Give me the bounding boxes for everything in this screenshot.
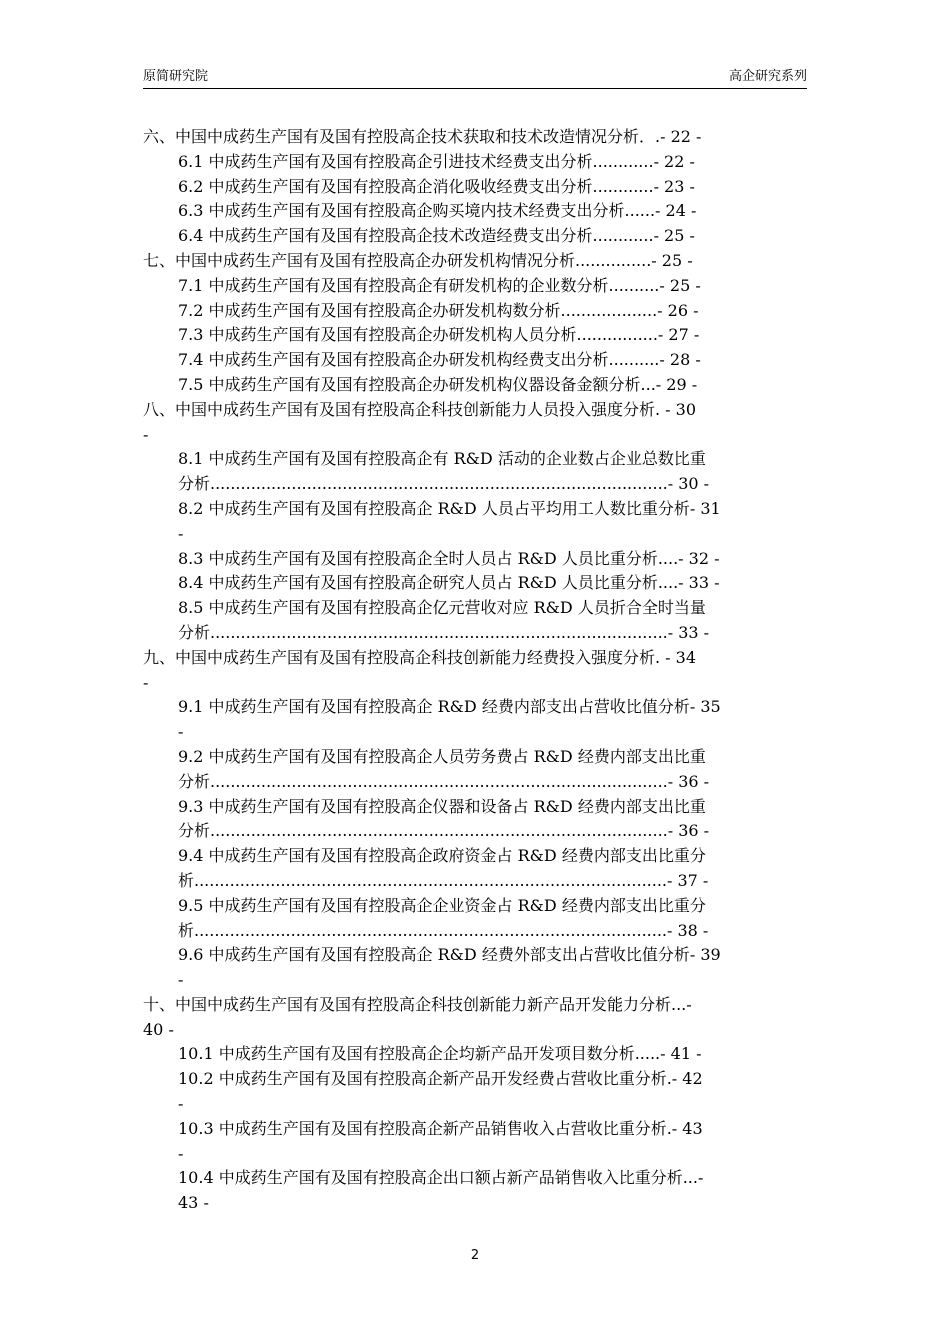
- toc-subsection-entry[interactable]: [143, 348, 807, 373]
- toc-subsection-entry[interactable]: [143, 1042, 807, 1067]
- toc-section-entry[interactable]: [143, 993, 807, 1043]
- toc-entry-line: 9.1 中成药生产国有及国有控股高企 R&D 经费内部支出占营收比值分析- 35: [178, 697, 721, 717]
- toc-entry-line: 7.5 中成药生产国有及国有控股高企办研发机构仪器设备金额分析...- 29 -: [178, 374, 698, 394]
- toc-entry-line: -: [143, 424, 149, 444]
- toc-entry-line: 7.3 中成药生产国有及国有控股高企办研发机构人员分析................- 27 -: [178, 325, 700, 345]
- toc-subsection-entry[interactable]: [143, 547, 807, 572]
- toc-entry-line: 八、中国中成药生产国有及国有控股高企科技创新能力人员投入强度分析. - 30: [143, 399, 697, 419]
- page-number: 2: [470, 1248, 480, 1263]
- toc-section-entry[interactable]: [143, 646, 807, 696]
- toc-entry-line: 6.3 中成药生产国有及国有控股高企购买境内技术经费支出分析......- 24 -: [178, 201, 697, 221]
- toc-entry-line: 8.5 中成药生产国有及国有控股高企亿元营收对应 R&D 人员折合全时当量: [178, 598, 706, 618]
- toc-entry-line: 6.2 中成药生产国有及国有控股高企消化吸收经费支出分析............- 23 -: [178, 176, 695, 196]
- toc-subsection-entry[interactable]: [143, 894, 807, 944]
- toc-entry-line: 40 -: [143, 1019, 174, 1039]
- toc-subsection-entry[interactable]: [143, 274, 807, 299]
- toc-entry-line: 9.5 中成药生产国有及国有控股高企企业资金占 R&D 经费内部支出比重分: [178, 895, 706, 915]
- toc-subsection-entry[interactable]: [143, 695, 807, 745]
- toc-section-entry[interactable]: [143, 249, 807, 274]
- toc-entry-line: 析.............................................................................................- 37 -: [178, 870, 709, 890]
- toc-entry-line: 6.1 中成药生产国有及国有控股高企引进技术经费支出分析............- 22 -: [178, 151, 695, 171]
- toc-entry-line: 43 -: [178, 1193, 209, 1213]
- toc-entry-line: 9.4 中成药生产国有及国有控股高企政府资金占 R&D 经费内部支出比重分: [178, 846, 706, 866]
- toc-entry-line: 7.4 中成药生产国有及国有控股高企办研发机构经费支出分析..........- 28 -: [178, 350, 701, 370]
- toc-entry-line: 10.1 中成药生产国有及国有控股高企企均新产品开发项目数分析.....- 41 -: [178, 1044, 702, 1064]
- toc-entry-line: 六、中国中成药生产国有及国有控股高企技术获取和技术改造情况分析．.- 22 -: [143, 127, 702, 146]
- toc-entry-line: 7.2 中成药生产国有及国有控股高企办研发机构数分析...................- 26 -: [178, 300, 699, 320]
- toc-subsection-entry[interactable]: [143, 943, 807, 993]
- toc-subsection-entry[interactable]: [143, 199, 807, 224]
- toc-entry-line: 分析..........................................................................................- 36 -: [178, 821, 710, 841]
- header-series-name: 高企研究系列: [728, 69, 807, 84]
- toc-entry-line: -: [178, 1094, 184, 1114]
- toc-entry-line: 分析..........................................................................................- 33 -: [178, 622, 710, 642]
- toc-subsection-entry[interactable]: [143, 571, 807, 596]
- toc-entry-line: 分析..........................................................................................- 30 -: [178, 474, 710, 494]
- toc-entry-line: -: [178, 523, 184, 543]
- header-org-name: 原简研究院: [143, 69, 209, 84]
- table-of-contents: [143, 125, 807, 1216]
- page-header: [143, 66, 807, 89]
- toc-subsection-entry[interactable]: [143, 596, 807, 646]
- toc-subsection-entry[interactable]: [143, 224, 807, 249]
- toc-entry-line: 8.2 中成药生产国有及国有控股高企 R&D 人员占平均用工人数比重分析- 31: [178, 498, 721, 518]
- toc-entry-line: 七、中国中成药生产国有及国有控股高企办研发机构情况分析...............- 25 -: [143, 250, 693, 270]
- toc-subsection-entry[interactable]: [143, 795, 807, 845]
- toc-entry-line: 10.3 中成药生产国有及国有控股高企新产品销售收入占营收比重分析.- 43: [178, 1118, 703, 1138]
- toc-entry-line: 分析..........................................................................................- 36 -: [178, 771, 710, 791]
- toc-subsection-entry[interactable]: [143, 1067, 807, 1117]
- toc-entry-line: 9.2 中成药生产国有及国有控股高企人员劳务费占 R&D 经费内部支出比重: [178, 746, 706, 766]
- toc-entry-line: 9.6 中成药生产国有及国有控股高企 R&D 经费外部支出占营收比值分析- 39: [178, 945, 721, 965]
- toc-section-entry[interactable]: [143, 398, 807, 448]
- toc-entry-line: -: [178, 722, 184, 742]
- toc-entry-line: 7.1 中成药生产国有及国有控股高企有研发机构的企业数分析..........- 25 -: [178, 275, 701, 295]
- toc-entry-line: 8.1 中成药生产国有及国有控股高企有 R&D 活动的企业数占企业总数比重: [178, 449, 706, 469]
- toc-entry-line: -: [143, 672, 149, 692]
- toc-entry-line: 8.3 中成药生产国有及国有控股高企全时人员占 R&D 人员比重分析....- 32 -: [178, 548, 720, 568]
- toc-subsection-entry[interactable]: [143, 447, 807, 497]
- toc-entry-line: 10.2 中成药生产国有及国有控股高企新产品开发经费占营收比重分析.- 42: [178, 1069, 703, 1089]
- toc-entry-line: -: [178, 1143, 184, 1163]
- toc-subsection-entry[interactable]: [143, 299, 807, 324]
- toc-subsection-entry[interactable]: [143, 745, 807, 795]
- toc-subsection-entry[interactable]: [143, 323, 807, 348]
- toc-subsection-entry[interactable]: [143, 844, 807, 894]
- toc-entry-line: 10.4 中成药生产国有及国有控股高企出口额占新产品销售收入比重分析...-: [178, 1168, 704, 1188]
- toc-entry-line: 8.4 中成药生产国有及国有控股高企研究人员占 R&D 人员比重分析....- 33 -: [178, 573, 720, 593]
- toc-entry-line: 9.3 中成药生产国有及国有控股高企仪器和设备占 R&D 经费内部支出比重: [178, 796, 706, 816]
- toc-subsection-entry[interactable]: [143, 1117, 807, 1167]
- toc-entry-line: -: [178, 970, 184, 990]
- toc-subsection-entry[interactable]: [143, 1166, 807, 1216]
- toc-section-entry[interactable]: [143, 125, 807, 150]
- toc-entry-line: 十、中国中成药生产国有及国有控股高企科技创新能力新产品开发能力分析...-: [143, 994, 692, 1014]
- toc-subsection-entry[interactable]: [143, 497, 807, 547]
- toc-subsection-entry[interactable]: [143, 150, 807, 175]
- toc-subsection-entry[interactable]: [143, 175, 807, 200]
- toc-subsection-entry[interactable]: [143, 373, 807, 398]
- toc-entry-line: 析.............................................................................................- 38 -: [178, 920, 709, 940]
- toc-entry-line: 九、中国中成药生产国有及国有控股高企科技创新能力经费投入强度分析. - 34: [143, 647, 697, 667]
- toc-entry-line: 6.4 中成药生产国有及国有控股高企技术改造经费支出分析............- 25 -: [178, 226, 695, 246]
